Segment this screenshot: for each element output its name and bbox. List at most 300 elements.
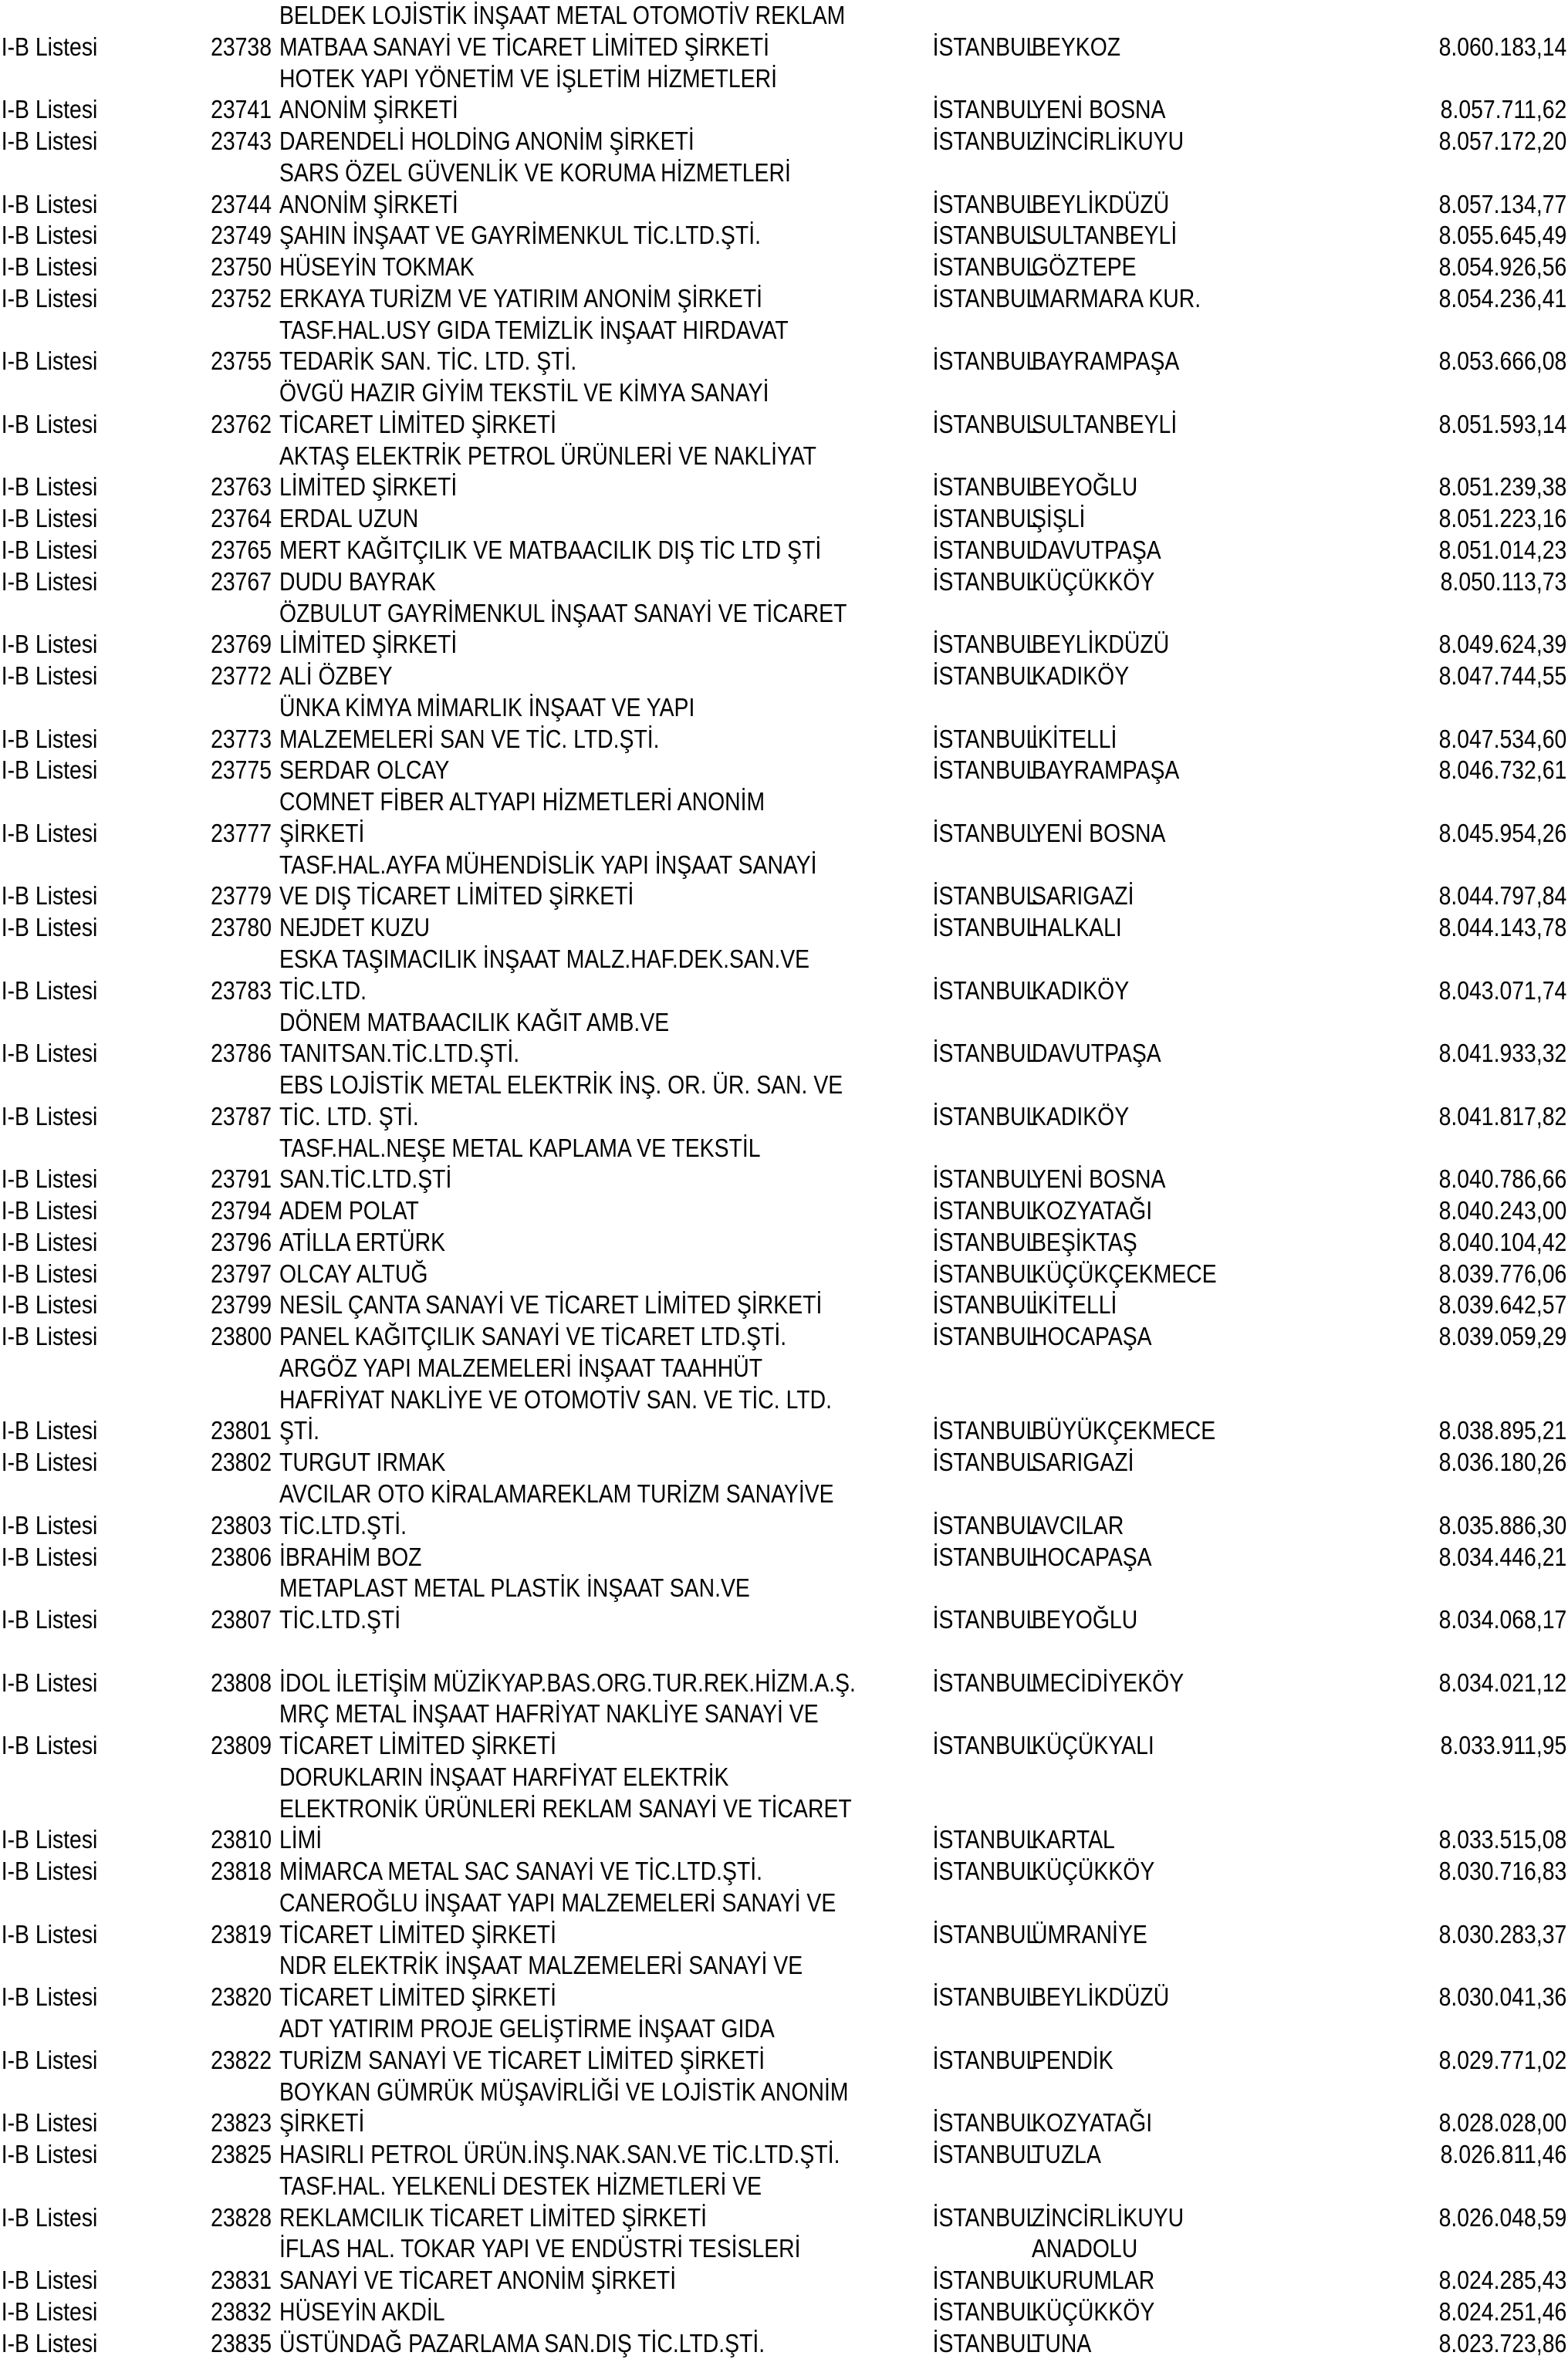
record-number: 23783 xyxy=(211,975,272,1005)
city: İSTANBUL xyxy=(932,1605,1039,1634)
district-line: BEYKOZ xyxy=(1032,32,1121,61)
district xyxy=(1024,1824,1371,1856)
amount: 8.026.048,59 xyxy=(1438,2202,1567,2232)
district xyxy=(1024,1227,1371,1259)
district-line: MARMARA KUR. xyxy=(1032,283,1201,313)
company-name xyxy=(272,912,926,944)
record-number: 23791 xyxy=(211,1164,272,1194)
list-label: I-B Listesi xyxy=(1,2108,98,2138)
table-row xyxy=(0,1259,1568,1290)
city: İSTANBUL xyxy=(932,975,1039,1005)
company-name xyxy=(272,661,926,692)
amount: 8.055.645,49 xyxy=(1438,221,1567,250)
list-label: I-B Listesi xyxy=(1,724,98,753)
record-number: 23738 xyxy=(211,32,272,61)
table-row xyxy=(0,2328,1568,2359)
company-name-line: TEDARİK SAN. TİC. LTD. ŞTİ. xyxy=(279,346,577,376)
list-label: I-B Listesi xyxy=(1,189,98,218)
city: İSTANBUL xyxy=(932,630,1039,659)
company-name-line: BOYKAN GÜMRÜK MÜŞAVİRLİĞİ VE LOJİSTİK ANONİM xyxy=(279,2077,849,2106)
amount: 8.047.744,55 xyxy=(1438,661,1567,691)
list-label: I-B Listesi xyxy=(1,2328,98,2357)
record-number: 23802 xyxy=(211,1448,272,1477)
amount: 8.033.515,08 xyxy=(1438,1825,1567,1854)
city: İSTANBUL xyxy=(932,536,1039,565)
record-number: 23800 xyxy=(211,1322,272,1351)
record-number: 23764 xyxy=(211,504,272,533)
table-row xyxy=(0,850,1568,913)
company-name-line: ŞİRKETİ xyxy=(279,818,365,847)
city: İSTANBUL xyxy=(932,252,1039,282)
company-name-line: ANONİM ŞİRKETİ xyxy=(279,95,458,124)
table-row xyxy=(0,1133,1568,1196)
city: İSTANBUL xyxy=(932,2140,1039,2169)
table-row xyxy=(0,1195,1568,1227)
city: İSTANBUL xyxy=(932,661,1039,691)
table-row xyxy=(0,1447,1568,1479)
district-line: YENİ BOSNA xyxy=(1032,1164,1166,1194)
district xyxy=(1024,1038,1371,1070)
district xyxy=(1024,409,1371,441)
record-number: 23806 xyxy=(211,1542,272,1571)
city: İSTANBUL xyxy=(932,2266,1039,2295)
city: İSTANBUL xyxy=(932,913,1039,942)
company-name xyxy=(272,126,926,157)
district xyxy=(1024,2202,1371,2234)
district-line: AVCILAR xyxy=(1032,1510,1124,1539)
district xyxy=(1024,1542,1371,1573)
city: İSTANBUL xyxy=(932,95,1039,124)
district xyxy=(1024,252,1371,283)
district-line: GÖZTEPE xyxy=(1032,252,1137,282)
table-row xyxy=(0,441,1568,504)
amount: 8.039.059,29 xyxy=(1438,1322,1567,1351)
record-number: 23803 xyxy=(211,1510,272,1539)
district-line: MECİDİYEKÖY xyxy=(1032,1668,1184,1697)
table-row xyxy=(0,1856,1568,1888)
company-name xyxy=(272,786,926,850)
district-line: KARTAL xyxy=(1032,1825,1115,1854)
district xyxy=(1024,1321,1371,1353)
list-label: I-B Listesi xyxy=(1,630,98,659)
company-name-line: ADEM POLAT xyxy=(279,1196,419,1225)
table-row xyxy=(0,252,1568,283)
company-name xyxy=(272,2296,926,2328)
district-line: HOCAPAŞA xyxy=(1032,1542,1152,1571)
company-name-line: ÜNKA KİMYA MİMARLIK İNŞAAT VE YAPI xyxy=(279,692,695,722)
company-name xyxy=(272,1888,926,1951)
record-number: 23832 xyxy=(211,2296,272,2326)
record-number: 23767 xyxy=(211,566,272,596)
list-label: I-B Listesi xyxy=(1,1164,98,1194)
company-name-line: ÖZBULUT GAYRİMENKUL İNŞAAT SANAYİ VE TİCARET xyxy=(279,598,847,627)
city: İSTANBUL xyxy=(932,32,1039,61)
company-name-line: TASF.HAL.NEŞE METAL KAPLAMA VE TEKSTİL xyxy=(279,1133,761,1162)
record-number: 23796 xyxy=(211,1227,272,1256)
amount: 8.041.933,32 xyxy=(1438,1039,1567,1068)
record-number: 23750 xyxy=(211,252,272,282)
company-name-line: NDR ELEKTRİK İNŞAAT MALZEMELERİ SANAYİ VE xyxy=(279,1951,803,1980)
list-label: I-B Listesi xyxy=(1,409,98,438)
city: İSTANBUL xyxy=(932,1164,1039,1194)
city: İSTANBUL xyxy=(932,1668,1039,1697)
list-label: I-B Listesi xyxy=(1,1982,98,2012)
amount: 8.039.642,57 xyxy=(1438,1290,1567,1320)
table-row xyxy=(0,944,1568,1007)
company-name-line: TANITSAN.TİC.LTD.ŞTİ. xyxy=(279,1039,520,1068)
company-name xyxy=(272,2139,926,2171)
district xyxy=(1024,629,1371,661)
list-label: I-B Listesi xyxy=(1,1448,98,1477)
table-row xyxy=(0,1353,1568,1447)
company-name-line: ŞAHIN İNŞAAT VE GAYRİMENKUL TİC.LTD.ŞTİ. xyxy=(279,221,761,250)
district xyxy=(1024,1982,1371,2013)
list-label: I-B Listesi xyxy=(1,346,98,376)
company-name xyxy=(272,157,926,221)
record-number: 23786 xyxy=(211,1039,272,1068)
city: İSTANBUL xyxy=(932,755,1039,785)
amount: 8.060.183,14 xyxy=(1438,32,1567,61)
amount: 8.024.251,46 xyxy=(1438,2296,1567,2326)
company-name-line: HASIRLI PETROL ÜRÜN.İNŞ.NAK.SAN.VE TİC.LTD.ŞTİ. xyxy=(279,2140,840,2169)
district-line: SULTANBEYLİ xyxy=(1032,409,1178,438)
record-number: 23794 xyxy=(211,1196,272,1225)
city: İSTANBUL xyxy=(932,346,1039,376)
table-row xyxy=(0,1321,1568,1353)
list-label: I-B Listesi xyxy=(1,1919,98,1948)
district-line: ANADOLU xyxy=(1032,2234,1138,2263)
table-row xyxy=(0,786,1568,850)
district xyxy=(1024,1195,1371,1227)
company-name xyxy=(272,503,926,535)
company-name xyxy=(272,1070,926,1133)
district-line: BAYRAMPAŞA xyxy=(1032,755,1180,785)
list-label: I-B Listesi xyxy=(1,472,98,502)
amount: 8.030.041,36 xyxy=(1438,1982,1567,2012)
district-line: DAVUTPAŞA xyxy=(1032,1039,1161,1068)
record-number: 23763 xyxy=(211,472,272,502)
table-row xyxy=(0,1227,1568,1259)
city: İSTANBUL xyxy=(932,1227,1039,1256)
district xyxy=(1024,2296,1371,2328)
company-name-line: ARGÖZ YAPI MALZEMELERİ İNŞAAT TAAHHÜT xyxy=(279,1353,763,1382)
company-name-line: PANEL KAĞITÇILIK SANAYİ VE TİCARET LTD.ŞTİ. xyxy=(279,1322,787,1351)
record-number: 23779 xyxy=(211,881,272,911)
table-row xyxy=(0,2077,1568,2140)
city: İSTANBUL xyxy=(932,127,1039,156)
record-number: 23765 xyxy=(211,536,272,565)
district-line: SARIGAZİ xyxy=(1032,1448,1134,1477)
city: İSTANBUL xyxy=(932,1919,1039,1948)
table-row xyxy=(0,315,1568,378)
list-label: I-B Listesi xyxy=(1,2045,98,2074)
table-row xyxy=(0,1289,1568,1321)
district xyxy=(1024,471,1371,503)
city: İSTANBUL xyxy=(932,2202,1039,2232)
company-name-line: TİCARET LİMİTED ŞİRKETİ xyxy=(279,1919,557,1948)
record-number: 23797 xyxy=(211,1259,272,1288)
list-label: I-B Listesi xyxy=(1,32,98,61)
district-line: ÜMRANİYE xyxy=(1032,1919,1147,1948)
list-label: I-B Listesi xyxy=(1,1227,98,1256)
list-label: I-B Listesi xyxy=(1,2202,98,2232)
company-name-line: MATBAA SANAYİ VE TİCARET LİMİTED ŞİRKETİ xyxy=(279,32,770,61)
record-number: 23819 xyxy=(211,1919,272,1948)
district-line: KÜÇÜKKÖY xyxy=(1032,566,1155,596)
company-name-line: ADT YATIRIM PROJE GELİŞTİRME İNŞAAT GIDA xyxy=(279,2014,775,2043)
amount: 8.045.954,26 xyxy=(1438,818,1567,847)
company-name-line: ATİLLA ERTÜRK xyxy=(279,1227,446,1256)
list-label: I-B Listesi xyxy=(1,252,98,282)
amount: 8.049.624,39 xyxy=(1438,630,1567,659)
company-name-line: CANEROĞLU İNŞAAT YAPI MALZEMELERİ SANAYİ VE xyxy=(279,1888,836,1917)
list-label: I-B Listesi xyxy=(1,536,98,565)
amount: 8.024.285,43 xyxy=(1438,2266,1567,2295)
company-name xyxy=(272,1573,926,1636)
company-name-line: NESİL ÇANTA SANAYİ VE TİCARET LİMİTED ŞİRKETİ xyxy=(279,1290,823,1320)
table-row xyxy=(0,1573,1568,1636)
list-label: I-B Listesi xyxy=(1,1039,98,1068)
amount: 8.035.886,30 xyxy=(1438,1510,1567,1539)
city: İSTANBUL xyxy=(932,2108,1039,2138)
company-name xyxy=(272,1542,926,1573)
amount: 8.033.911,95 xyxy=(1440,1731,1567,1760)
company-name-line: MRÇ METAL İNŞAAT HAFRİYAT NAKLİYE SANAYİ VE xyxy=(279,1699,819,1729)
table-row xyxy=(0,1070,1568,1133)
table-row xyxy=(0,1636,1568,1699)
district-line: KÜÇÜKKÖY xyxy=(1032,2296,1155,2326)
amount: 8.026.811,46 xyxy=(1440,2140,1567,2169)
district xyxy=(1024,1510,1371,1542)
list-label: I-B Listesi xyxy=(1,1668,98,1697)
company-name-line: TİCARET LİMİTED ŞİRKETİ xyxy=(279,409,557,438)
company-name-line: MERT KAĞITÇILIK VE MATBAACILIK DIŞ TİC LTD ŞTİ xyxy=(279,536,822,565)
table-row xyxy=(0,1007,1568,1070)
company-name-line: SARS ÖZEL GÜVENLİK VE KORUMA HİZMETLERİ xyxy=(279,157,791,187)
district xyxy=(1024,535,1371,566)
city: İSTANBUL xyxy=(932,1982,1039,2012)
district-line: KOZYATAĞI xyxy=(1032,2108,1153,2138)
company-name xyxy=(272,1636,926,1699)
list-label: I-B Listesi xyxy=(1,661,98,691)
district-line: İKİTELLİ xyxy=(1032,1290,1117,1320)
table-row xyxy=(0,1950,1568,2013)
company-name xyxy=(272,252,926,283)
list-label: I-B Listesi xyxy=(1,504,98,533)
list-label: I-B Listesi xyxy=(1,1259,98,1288)
list-label: I-B Listesi xyxy=(1,221,98,250)
company-name xyxy=(272,1698,926,1762)
company-name-line: TASF.HAL.USY GIDA TEMİZLİK İNŞAAT HIRDAVAT xyxy=(279,315,789,344)
district xyxy=(1024,2045,1371,2077)
company-name-line: HÜSEYİN TOKMAK xyxy=(279,252,475,282)
company-name xyxy=(272,2077,926,2140)
company-name-line: LİMİ xyxy=(279,1825,323,1854)
district xyxy=(1024,880,1371,912)
list-label: I-B Listesi xyxy=(1,1101,98,1130)
company-name-line: MİMARCA METAL SAC SANAYİ VE TİC.LTD.ŞTİ. xyxy=(279,1857,763,1886)
district-line: BEYOĞLU xyxy=(1032,472,1138,502)
company-name-line: ERDAL UZUN xyxy=(279,504,419,533)
table-row xyxy=(0,912,1568,944)
company-name-line: TURGUT IRMAK xyxy=(279,1448,446,1477)
district-line: BEYLİKDÜZÜ xyxy=(1032,1982,1170,2012)
company-name-line: SANAYİ VE TİCARET ANONİM ŞİRKETİ xyxy=(279,2266,677,2295)
city: İSTANBUL xyxy=(932,1857,1039,1886)
company-name-line: MALZEMELERİ SAN VE TİC. LTD.ŞTİ. xyxy=(279,724,660,753)
company-name-line: TİC.LTD.ŞTİ. xyxy=(279,1510,407,1539)
district xyxy=(1024,1447,1371,1479)
company-name xyxy=(272,377,926,441)
list-label: I-B Listesi xyxy=(1,1605,98,1634)
company-name-line: TİC.LTD.ŞTİ xyxy=(279,1605,401,1634)
company-name-line: EBS LOJİSTİK METAL ELEKTRİK İNŞ. OR. ÜR. SAN. VE xyxy=(279,1070,843,1100)
company-name-line: ŞTİ. xyxy=(279,1416,320,1445)
amount: 8.050.113,73 xyxy=(1440,566,1567,596)
amount: 8.036.180,26 xyxy=(1438,1448,1567,1477)
company-name-line: ERKAYA TURİZM VE YATIRIM ANONİM ŞİRKETİ xyxy=(279,283,763,313)
company-name xyxy=(272,1007,926,1070)
record-number: 23743 xyxy=(211,127,272,156)
district-line: KADIKÖY xyxy=(1032,661,1130,691)
record-number: 23818 xyxy=(211,1857,272,1886)
company-name xyxy=(272,1321,926,1353)
city: İSTANBUL xyxy=(932,1542,1039,1571)
company-name-line: DARENDELİ HOLDİNG ANONİM ŞİRKETİ xyxy=(279,127,694,156)
company-name xyxy=(272,692,926,755)
city: İSTANBUL xyxy=(932,472,1039,502)
list-label: I-B Listesi xyxy=(1,566,98,596)
company-name xyxy=(272,283,926,315)
company-name-line: ANONİM ŞİRKETİ xyxy=(279,189,458,218)
city: İSTANBUL xyxy=(932,1510,1039,1539)
city: İSTANBUL xyxy=(932,724,1039,753)
district xyxy=(1024,818,1371,850)
amount: 8.038.895,21 xyxy=(1438,1416,1567,1445)
district-line: TUNA xyxy=(1032,2328,1092,2357)
district-line: HOCAPAŞA xyxy=(1032,1322,1152,1351)
amount: 8.023.723,86 xyxy=(1438,2328,1567,2357)
district-line: PENDİK xyxy=(1032,2045,1113,2074)
city: İSTANBUL xyxy=(932,1101,1039,1130)
district xyxy=(1024,126,1371,157)
district xyxy=(1024,2233,1371,2296)
company-name xyxy=(272,1133,926,1196)
city: İSTANBUL xyxy=(932,189,1039,218)
district-line: YENİ BOSNA xyxy=(1032,818,1166,847)
company-name-line: HÜSEYİN AKDİL xyxy=(279,2296,445,2326)
amount: 8.057.134,77 xyxy=(1438,189,1567,218)
district-line: KADIKÖY xyxy=(1032,975,1130,1005)
city: İSTANBUL xyxy=(932,566,1039,596)
company-name-line: OLCAY ALTUĞ xyxy=(279,1259,428,1288)
company-name-line: İDOL İLETİŞİM MÜZİKYAP.BAS.ORG.TUR.REK.HİZM.A.Ş. xyxy=(279,1668,856,1697)
company-name-line: NEJDET KUZU xyxy=(279,913,431,942)
list-label: I-B Listesi xyxy=(1,1290,98,1320)
district xyxy=(1024,566,1371,598)
list-label: I-B Listesi xyxy=(1,818,98,847)
company-name xyxy=(272,1950,926,2013)
amount: 8.047.534,60 xyxy=(1438,724,1567,753)
company-name-line: METAPLAST METAL PLASTİK İNŞAAT SAN.VE xyxy=(279,1573,750,1603)
company-name xyxy=(272,1762,926,1856)
company-name-line: ESKA TAŞIMACILIK İNŞAAT MALZ.HAF.DEK.SAN.VE xyxy=(279,944,810,973)
company-name xyxy=(272,1353,926,1447)
company-name xyxy=(272,566,926,598)
company-name xyxy=(272,1479,926,1542)
city: İSTANBUL xyxy=(932,409,1039,438)
list-label: I-B Listesi xyxy=(1,1857,98,1886)
district xyxy=(1024,1668,1371,1699)
district-line: BEYLİKDÜZÜ xyxy=(1032,630,1170,659)
record-number: 23820 xyxy=(211,1982,272,2012)
amount: 8.057.172,20 xyxy=(1438,127,1567,156)
record-number: 23810 xyxy=(211,1825,272,1854)
company-name-line: AKTAŞ ELEKTRİK PETROL ÜRÜNLERİ VE NAKLİYAT xyxy=(279,441,817,470)
table-row xyxy=(0,692,1568,755)
amount: 8.034.068,17 xyxy=(1438,1605,1567,1634)
table-row xyxy=(0,1762,1568,1856)
company-name xyxy=(272,0,926,63)
district-line: BEYOĞLU xyxy=(1032,1605,1138,1634)
district-line: BAYRAMPAŞA xyxy=(1032,346,1180,376)
district xyxy=(1024,2139,1371,2171)
list-label: I-B Listesi xyxy=(1,1825,98,1854)
district xyxy=(1024,724,1371,755)
district xyxy=(1024,2107,1371,2139)
table-row xyxy=(0,755,1568,786)
district xyxy=(1024,346,1371,377)
company-name-line: ÜSTÜNDAĞ PAZARLAMA SAN.DIŞ TİC.LTD.ŞTİ. xyxy=(279,2328,765,2357)
district-line: KOZYATAĞI xyxy=(1032,1196,1153,1225)
district-line: BEŞİKTAŞ xyxy=(1032,1227,1137,1256)
list-label: I-B Listesi xyxy=(1,95,98,124)
district-line: KÜÇÜKYALI xyxy=(1032,1731,1154,1760)
company-name xyxy=(272,598,926,661)
record-number: 23752 xyxy=(211,283,272,313)
record-number: 23777 xyxy=(211,818,272,847)
company-name-line: DUDU BAYRAK xyxy=(279,566,436,596)
table-row xyxy=(0,2013,1568,2077)
record-number: 23835 xyxy=(211,2328,272,2357)
company-name xyxy=(272,315,926,378)
table-row xyxy=(0,283,1568,315)
district-line: ZİNCİRLİKUYU xyxy=(1032,2202,1184,2232)
company-name-line: COMNET FİBER ALTYAPI HİZMETLERİ ANONİM xyxy=(279,787,765,816)
district xyxy=(1024,1856,1371,1888)
amount: 8.044.797,84 xyxy=(1438,881,1567,911)
city: İSTANBUL xyxy=(932,1196,1039,1225)
record-number: 23828 xyxy=(211,2202,272,2232)
table-row xyxy=(0,2296,1568,2328)
city: İSTANBUL xyxy=(932,2328,1039,2357)
company-name xyxy=(272,2233,926,2296)
district-line: KÜÇÜKÇEKMECE xyxy=(1032,1259,1217,1288)
district-line: ZİNCİRLİKUYU xyxy=(1032,127,1184,156)
table-row xyxy=(0,157,1568,221)
table-row xyxy=(0,535,1568,566)
record-number: 23773 xyxy=(211,724,272,753)
district xyxy=(1024,1415,1371,1447)
company-name-line: DORUKLARIN İNŞAAT HARFİYAT ELEKTRİK xyxy=(279,1762,729,1791)
district xyxy=(1024,2328,1371,2359)
list-label: I-B Listesi xyxy=(1,975,98,1005)
table-row xyxy=(0,503,1568,535)
company-name-line xyxy=(279,1636,836,1668)
company-name-line: İBRAHİM BOZ xyxy=(279,1542,422,1571)
district xyxy=(1024,1919,1371,1951)
city: İSTANBUL xyxy=(932,221,1039,250)
